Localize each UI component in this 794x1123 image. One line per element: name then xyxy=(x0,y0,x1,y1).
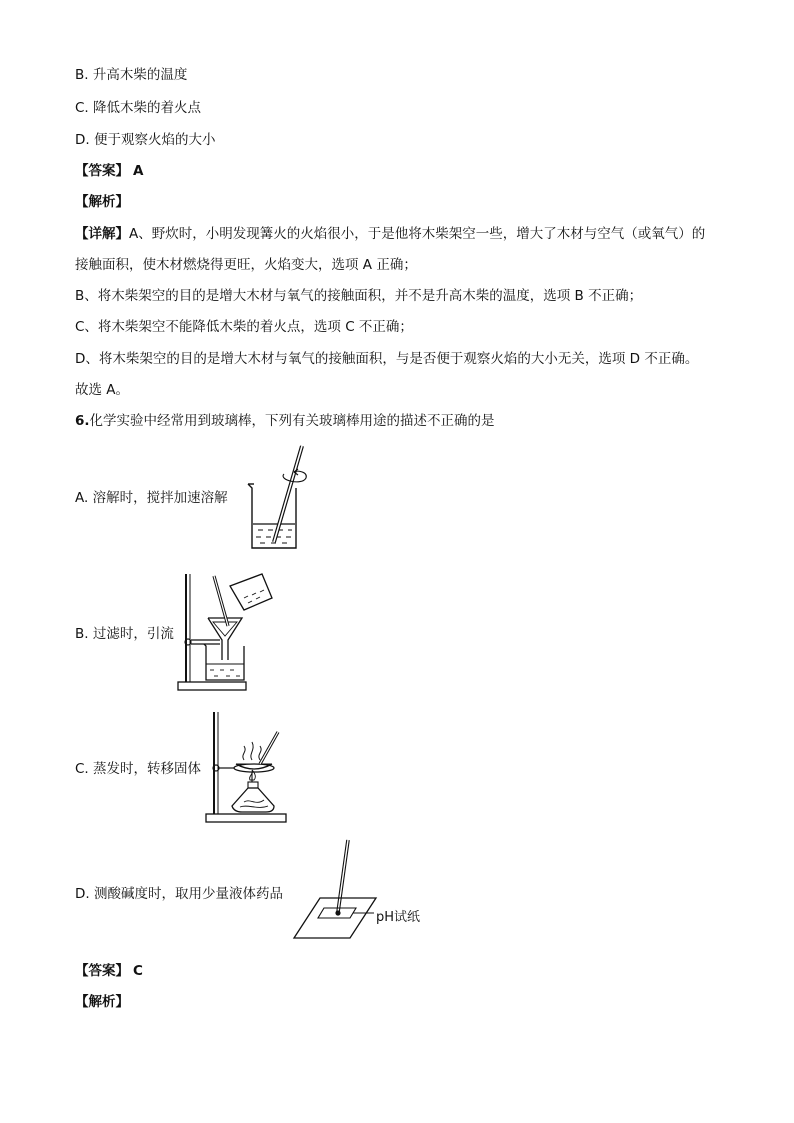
q6-stem: 6.化学实验中经常用到玻璃棒，下列有关玻璃棒用途的描述不正确的是 xyxy=(75,413,495,429)
q6-answer-label: 【答案】 xyxy=(75,963,129,979)
q6-answer xyxy=(75,962,143,980)
q5-detail-line-3: B、将木柴架空的目的是增大木材与氧气的接触面积，并不是升高木柴的温度，选项 B 不正确； xyxy=(75,288,643,304)
filtration-figure xyxy=(176,568,276,696)
q6-option-d: D. 测酸碱度时，取用少量液体药品 xyxy=(75,886,283,902)
q6-option-a: A. 溶解时，搅拌加速溶解 xyxy=(75,490,228,506)
filtration-icon xyxy=(176,568,276,696)
q5-option-c: C. 降低木柴的着火点 xyxy=(75,100,202,116)
beaker-stirring-figure xyxy=(244,444,310,554)
q6-analysis-label: 【解析】 xyxy=(75,994,129,1010)
q6-number: 6. xyxy=(75,413,90,429)
q5-answer xyxy=(75,162,143,180)
q5-detail-line-1: 【详解】A、野炊时，小明发现篝火的火焰很小，于是他将木柴架空一些，增大了木材与空气（或氧气）的 xyxy=(75,226,706,242)
q5-analysis-label: 【解析】 xyxy=(75,194,129,210)
q5-detail-label: 【详解】 xyxy=(75,226,129,242)
q6-answer-value: C xyxy=(133,963,143,979)
ph-paper-label: pH试纸 xyxy=(376,910,421,925)
q5-conclusion: 故选 A。 xyxy=(75,382,130,398)
beaker-stirring-icon xyxy=(244,444,310,554)
q6-option-c: C. 蒸发时，转移固体 xyxy=(75,761,202,777)
ph-test-icon xyxy=(290,836,440,944)
q5-detail-line-4: C、将木柴架空不能降低木柴的着火点，选项 C 不正确； xyxy=(75,319,413,335)
q5-answer-value: A xyxy=(133,163,144,179)
q5-detail-line-2: 接触面积，使木材燃烧得更旺，火焰变大，选项 A 正确； xyxy=(75,257,417,273)
q5-option-d: D. 便于观察火焰的大小 xyxy=(75,132,216,148)
q5-option-b: B. 升高木柴的温度 xyxy=(75,67,188,83)
q5-answer-label: 【答案】 xyxy=(75,163,129,179)
evaporation-icon xyxy=(204,708,290,826)
evaporation-figure xyxy=(204,708,290,826)
q5-detail-line-5: D、将木柴架空的目的是增大木材与氧气的接触面积，与是否便于观察火焰的大小无关，选项 D 不正确。 xyxy=(75,351,699,367)
ph-test-figure xyxy=(290,836,440,944)
q6-option-b: B. 过滤时，引流 xyxy=(75,626,174,642)
